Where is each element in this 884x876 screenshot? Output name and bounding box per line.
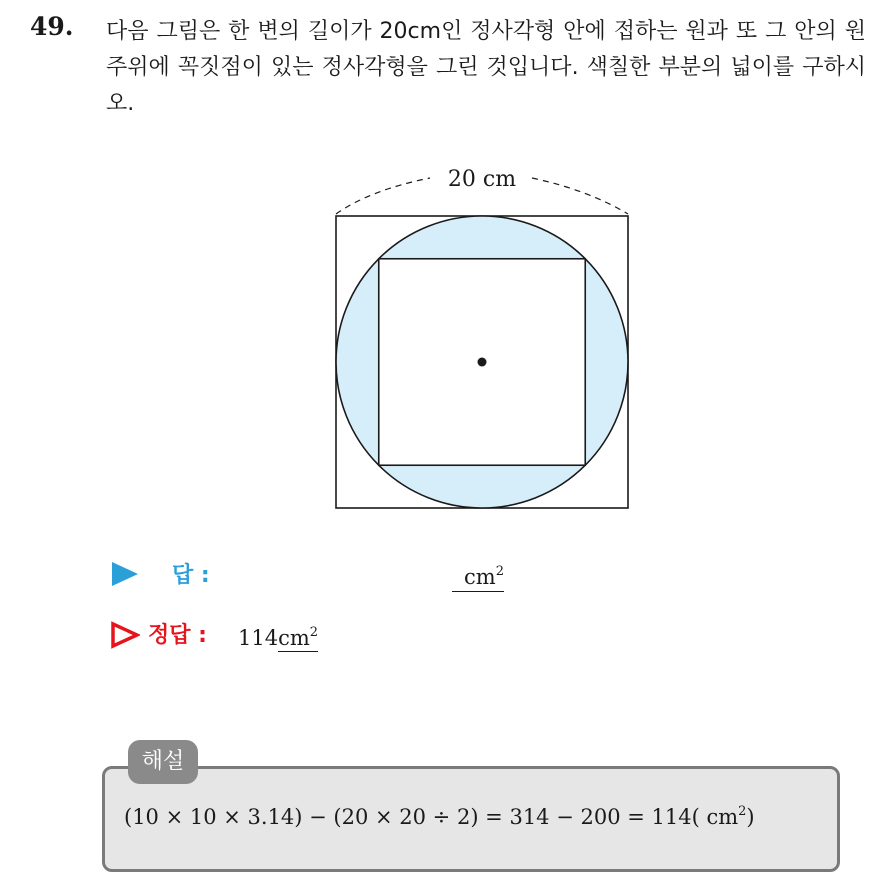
- correct-unit-exp: 2: [309, 625, 319, 640]
- correct-value-group: [238, 620, 318, 652]
- correct-answer-row: [110, 618, 610, 654]
- formula-main: (10 × 10 × 3.14) − (20 × 20 ÷ 2) = 314 − 200 = 114( cm: [124, 805, 739, 829]
- geometry-figure: [320, 160, 650, 520]
- formula-end: ): [746, 805, 755, 829]
- correct-value: 114: [238, 626, 279, 650]
- answer-blank[interactable]: [452, 558, 504, 592]
- answer-arrow-icon: [110, 560, 140, 588]
- formula-exp: 2: [738, 804, 747, 819]
- answer-label: 답 :: [172, 563, 210, 588]
- problem-text: 다음 그림은 한 변의 길이가 20cm인 정사각형 안에 접하는 원과 또 그 안의 원 주위에 꼭짓점이 있는 정사각형을 그린 것입니다. 색칠한 부분의 넓이를 구하시오.: [106, 19, 866, 116]
- center-point: [478, 358, 487, 367]
- problem-number: 49.: [30, 12, 74, 41]
- answer-unit-exp: 2: [495, 564, 504, 579]
- figure-svg: [320, 160, 650, 520]
- correct-unit-group: [278, 620, 318, 652]
- correct-label: 정답 :: [148, 623, 207, 648]
- dimension-arc-right: [532, 178, 628, 214]
- answer-row: [110, 558, 610, 592]
- side-length-label: 20 cm: [447, 167, 517, 192]
- correct-unit: cm: [278, 626, 310, 650]
- explanation-formula: [124, 804, 755, 829]
- correct-arrow-icon: [110, 621, 140, 649]
- explanation-tab: 해설: [128, 740, 198, 784]
- answer-unit: cm: [464, 565, 496, 589]
- dimension-arc-left: [336, 178, 430, 214]
